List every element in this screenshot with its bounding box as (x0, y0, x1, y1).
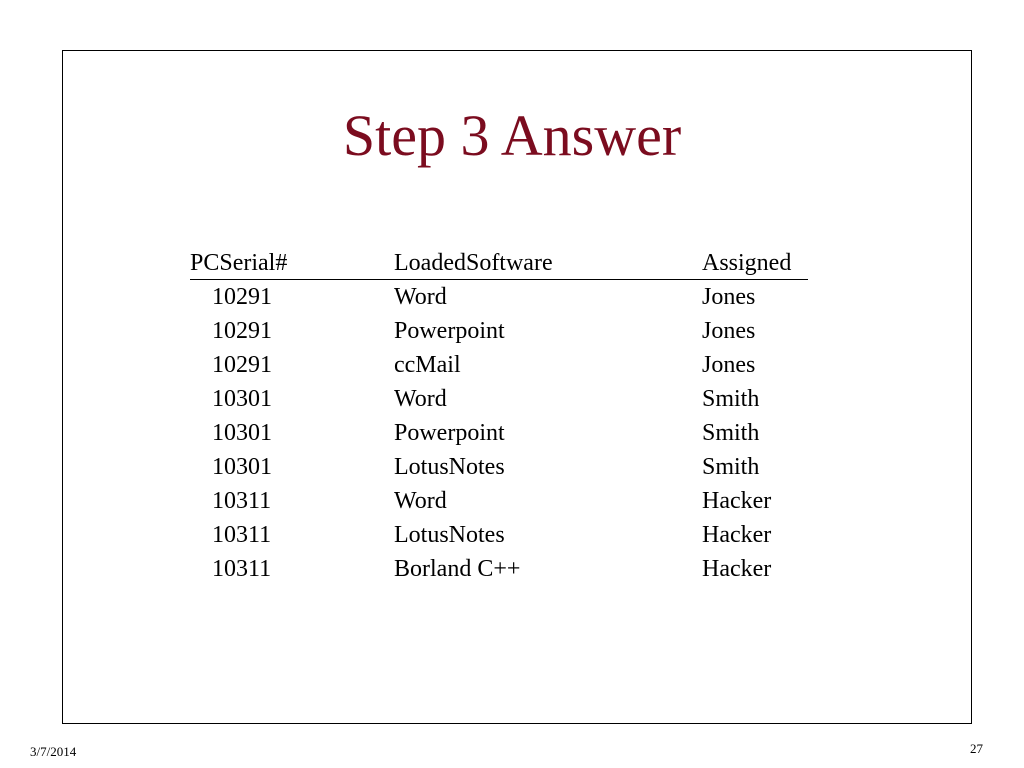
cell-assigned: Smith (702, 420, 760, 446)
cell-assigned: Hacker (702, 556, 772, 582)
cell-serial: 10291 (212, 352, 272, 378)
page-number: 27 (970, 741, 983, 756)
header-pcserial: PCSerial# (190, 250, 288, 276)
table-row (190, 348, 808, 382)
cell-software: Powerpoint (394, 420, 505, 446)
cell-assigned: Jones (702, 284, 756, 310)
cell-serial: 10311 (212, 522, 272, 548)
table-row (190, 552, 808, 586)
table-row (190, 280, 808, 314)
cell-software: Word (394, 488, 447, 514)
cell-serial: 10291 (212, 284, 272, 310)
cell-assigned: Smith (702, 454, 760, 480)
cell-serial: 10291 (212, 318, 272, 344)
cell-assigned: Jones (702, 352, 756, 378)
cell-software: Powerpoint (394, 318, 505, 344)
cell-assigned: Jones (702, 318, 756, 344)
cell-software: Word (394, 386, 447, 412)
data-table (190, 246, 808, 586)
cell-software: Borland C++ (394, 556, 521, 582)
cell-serial: 10311 (212, 488, 272, 514)
header-assigned: Assigned (702, 250, 792, 276)
cell-assigned: Smith (702, 386, 760, 412)
cell-serial: 10301 (212, 386, 272, 412)
cell-software: LotusNotes (394, 454, 505, 480)
header-loaded-software: LoadedSoftware (394, 250, 553, 276)
table-header-row (190, 246, 808, 280)
footer-date: 3/7/2014 (30, 744, 77, 759)
cell-serial: 10311 (212, 556, 272, 582)
cell-software: Word (394, 284, 447, 310)
cell-software: LotusNotes (394, 522, 505, 548)
table-row (190, 518, 808, 552)
cell-serial: 10301 (212, 454, 272, 480)
table-row (190, 484, 808, 518)
table-row (190, 416, 808, 450)
cell-assigned: Hacker (702, 522, 772, 548)
cell-software: ccMail (394, 352, 461, 378)
table-row (190, 450, 808, 484)
table-row (190, 314, 808, 348)
table-row (190, 382, 808, 416)
cell-serial: 10301 (212, 420, 272, 446)
cell-assigned: Hacker (702, 488, 772, 514)
slide-title: Step 3 Answer (342, 103, 682, 168)
